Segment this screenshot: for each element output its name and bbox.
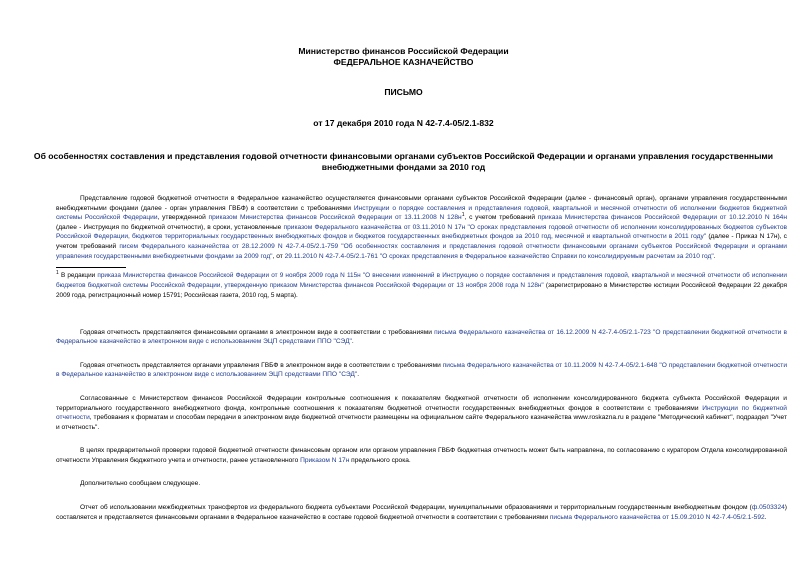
text: Отчет об использовании межбюджетных трансфертов из федерального бюджета субъектами Российской Федерации, муниципальными образованиями и территориальным государственным внебюджетным фондом ( [80, 504, 752, 512]
paragraph-2 [56, 328, 787, 347]
link-order-128n[interactable]: приказом Министерства финансов Российской Федерации от 13.11.2008 N 128н [208, 214, 462, 222]
text: В целях предварительной проверки годовой бюджетной отчетности финансовым органом или органом управления ГВБФ бюджетная отчетность может быть направлена, по согласованию с куратором Отдела консолидированной отчетности Управления бюджетного учета и отчетности, ранее установленного [56, 447, 787, 464]
link-letter-759[interactable]: писем Федерального казначейства от 28.12.2009 N 42-7.4-05/2.1-759 "Об особенностях составления и представления годовой отчетности финансовыми органами субъектов Российской Федерации и органами управления государственными внебюджетными фондами за 2009 год" [56, 242, 787, 260]
link-form-0503324[interactable]: ф.0503324 [751, 504, 785, 512]
document-title: Об особенностях составления и представления годовой отчетности финансовыми органами субъектов Российской Федерации и органами управления государственными внебюджетными фондами за 2010 год [33, 151, 774, 172]
link-instruction-reporting[interactable]: Инструкции по бюджетной отчетности [56, 404, 787, 422]
link-letter-761[interactable]: 29.11.2010 N 42-7.4-05/2.1-761 "О сроках представления в Федеральное казначейство Справки по консолидируемым расчетам за 2010 год" [284, 252, 714, 260]
text: , от [272, 252, 285, 260]
agency-name: ФЕДЕРАЛЬНОЕ КАЗНАЧЕЙСТВО [333, 56, 474, 67]
text: ) составляется и представляется финансовыми органами в Федеральное казначейство в составе годовой бюджетной отчетности в соответствии с требованиями [56, 504, 787, 521]
text: , требования к форматам и способам передачи в электронном виде бюджетной отчетности размещены на официальном сайте Федерального казначейства www.roskazna.ru в разделе "Методический кабинет", подраздел "Учет и отчетность". [56, 414, 787, 431]
text: . [713, 252, 716, 260]
link-order-17n-short[interactable]: Приказом N 17н [300, 456, 350, 464]
footnote-mark: 1 [56, 270, 59, 277]
text: . [764, 513, 767, 521]
paragraph-5 [56, 446, 787, 465]
text: (зарегистрировано в Министерстве юстиции Российской Федерации 22 декабря 2009 года, регистрационный номер 15791; Российская газета, 2010 год, 5 марта). [56, 281, 787, 299]
text: (далее - Инструкция по бюджетной отчетности), в сроки, установленные [56, 223, 284, 231]
footnote-separator [56, 267, 126, 268]
paragraph-6: Дополнительно сообщаем следующее. [80, 480, 201, 488]
footnote [56, 271, 787, 300]
document-type: ПИСЬМО [384, 87, 423, 97]
text: предельного срока. [349, 456, 411, 464]
link-order-164n[interactable]: приказа Министерства финансов Российской Федерации от 10.12.2010 N 164н [537, 214, 787, 222]
link-instruction[interactable]: Инструкции о порядке составления и представления годовой, квартальной и месячной отчетности об исполнении бюджетов бюджетной системы Российской Федерации [56, 204, 787, 222]
text: , с учетом требований [464, 214, 538, 222]
paragraph-3 [56, 361, 787, 380]
text: Годовая отчетность представляется органами управления ГВБФ в электронном виде в соответствии с требованиями [80, 361, 443, 369]
paragraph-4 [56, 394, 787, 432]
text: . [357, 371, 360, 379]
text: Годовая отчетность представляется финансовыми органами в электронном виде в соответствии с требованиями [80, 328, 435, 336]
footnote-ref[interactable]: 1 [461, 212, 465, 218]
paragraph-1 [56, 194, 787, 261]
link-letter-592[interactable]: письма Федерального казначейства от 15.09.2010 N 42-7.4-05/2.1-592 [549, 513, 765, 521]
link-letter-723[interactable]: письма Федерального казначейства от 16.12.2009 N 42-7.4-05/2.1-723 "О представлении бюджетной отчетности в Федеральное казначейство в электронном виде с использованием ЭЦП средствами ППО "СЭД" [56, 328, 788, 346]
text: (далее - Приказ N 17н), с учетом требований [56, 233, 787, 250]
document-header [20, 0, 787, 128]
text: В редакции [58, 272, 98, 280]
ministry-name: Министерство финансов Российской Федерации [298, 46, 509, 56]
paragraph-7 [56, 503, 787, 522]
text: Согласованные с Министерством финансов Российской Федерации контрольные соотношения к показателям бюджетной отчетности об исполнении консолидированного бюджета субъекта Российской Федерации и территориального государственного внебюджетного фонда, контрольные соотношения к показателям бюджетной отчетности государственных внебюджетных фондов в соответствии с требованиями [56, 394, 787, 412]
link-order-17n[interactable]: приказом Федерального казначейства от 03.11.2010 N 17н "О сроках представления годовой отчетности об исполнении консолидированных бюджетов субъектов Российской Федерации, бюджетов территориальных государственных внебюджетных фондов и бюджетов государственных внебюджетных фондов за 2010 год, месячной и квартальной отчетности в 2011 году" [56, 223, 787, 241]
link-order-115n[interactable]: приказа Министерства финансов Российской Федерации от 9 ноября 2009 года N 115н "О внесении изменений в Инструкцию о порядке составления и представления годовой, квартальной и месячной отчетности об исполнении бюджетов бюджетной системы Российской Федерации, утвержденную приказом Министерства финансов Российской Федерации от 13 ноября 2008 года N 128н" [56, 272, 787, 289]
text: Представление годовой бюджетной отчетности в Федеральное казначейство осуществляется финансовыми органами субъектов Российской Федерации (далее - финансовый орган), органами управления государственными внебюджетными фондами (далее - орган управления ГВБФ) в соответствии с требованиями [56, 195, 787, 212]
document-date-number: от 17 декабря 2010 года N 42-7.4-05/2.1-832 [313, 117, 494, 128]
link-letter-648[interactable]: письма Федерального казначейства от 10.11.2009 N 42-7.4-05/2.1-648 "О представлении бюджетной отчетности в Федеральное казначейство в электронном виде с использованием ЭЦП средствами ППО "СЭД" [56, 361, 787, 379]
text: . [351, 338, 354, 346]
text: , утвержденной [157, 214, 209, 222]
